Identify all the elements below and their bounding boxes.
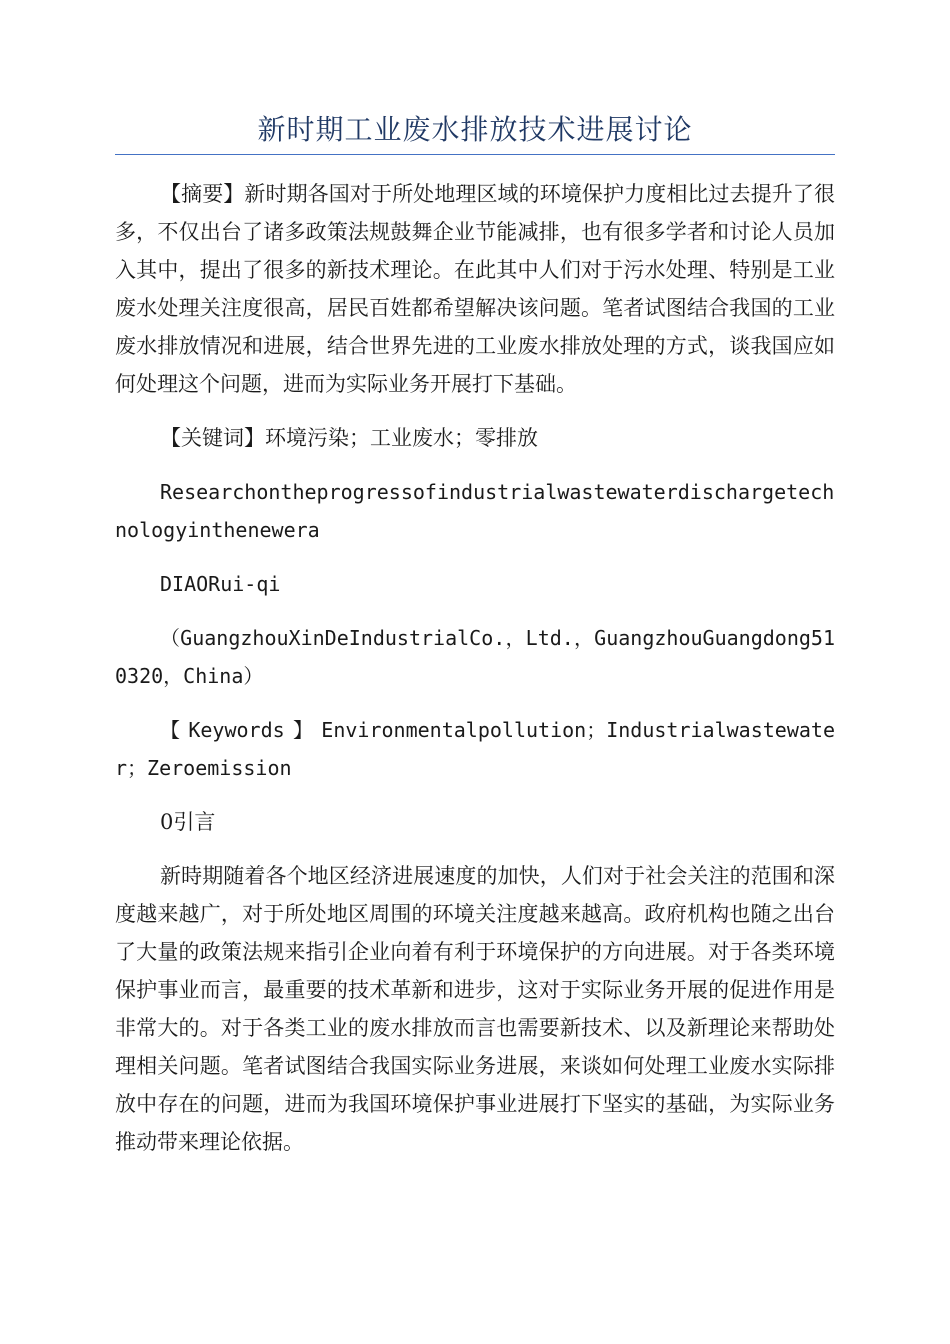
author-name: DIAORui-qi — [160, 572, 281, 596]
document-title: 新时期工业废水排放技术进展讨论 — [257, 113, 693, 146]
document-page — [115, 110, 835, 1161]
author-affiliation: （GuangzhouXinDeIndustrialCo.，Ltd.，GuangzhouGuangdong510320，China） — [115, 626, 835, 688]
intro-paragraph: 新時期随着各个地区经济进展速度的加快，人们对于社会关注的范围和深度越来越广，对于所处地区周围的环境关注度越来越高。政府机构也随之出台了大量的政策法规来指引企业向着有利于环境保护的方向进展。对于各类环境保护事业而言，最重要的技术革新和进步，这对于实际业务开展的促进作用是非常大的。对于各类工业的废水排放而言也需要新技术、以及新理论来帮助处理相关问题。笔者试图结合我国实际业务进展，来谈如何处理工业废水实际排放中存在的问题，进而为我国环境保护事业进展打下坚实的基础，为实际业务推动带来理论依据。 — [115, 864, 835, 1154]
keywords-cn: 【关键词】环境污染；工业废水；零排放 — [160, 426, 538, 450]
title-underline — [115, 154, 835, 155]
keywords-en: 【Keywords】Environmentalpollution；Industrialwastewater；Zeroemission — [115, 718, 835, 780]
section-heading: 0引言 — [160, 810, 216, 834]
abstract-paragraph: 【摘要】新时期各国对于所处地理区域的环境保护力度相比过去提升了很多，不仅出台了诸多政策法规鼓舞企业节能减排，也有很多学者和讨论人员加入其中，提出了很多的新技术理论。在此其中人们对于污水处理、特别是工业废水处理关注度很高，居民百姓都希望解决该问题。笔者试图结合我国的工业废水排放情况和进展，结合世界先进的工业废水排放处理的方式，谈我国应如何处理这个问题，进而为实际业务开展打下基础。 — [115, 182, 835, 396]
english-title: Researchontheprogressofindustrialwastewaterdischargetechnologyinthenewera — [115, 480, 835, 542]
